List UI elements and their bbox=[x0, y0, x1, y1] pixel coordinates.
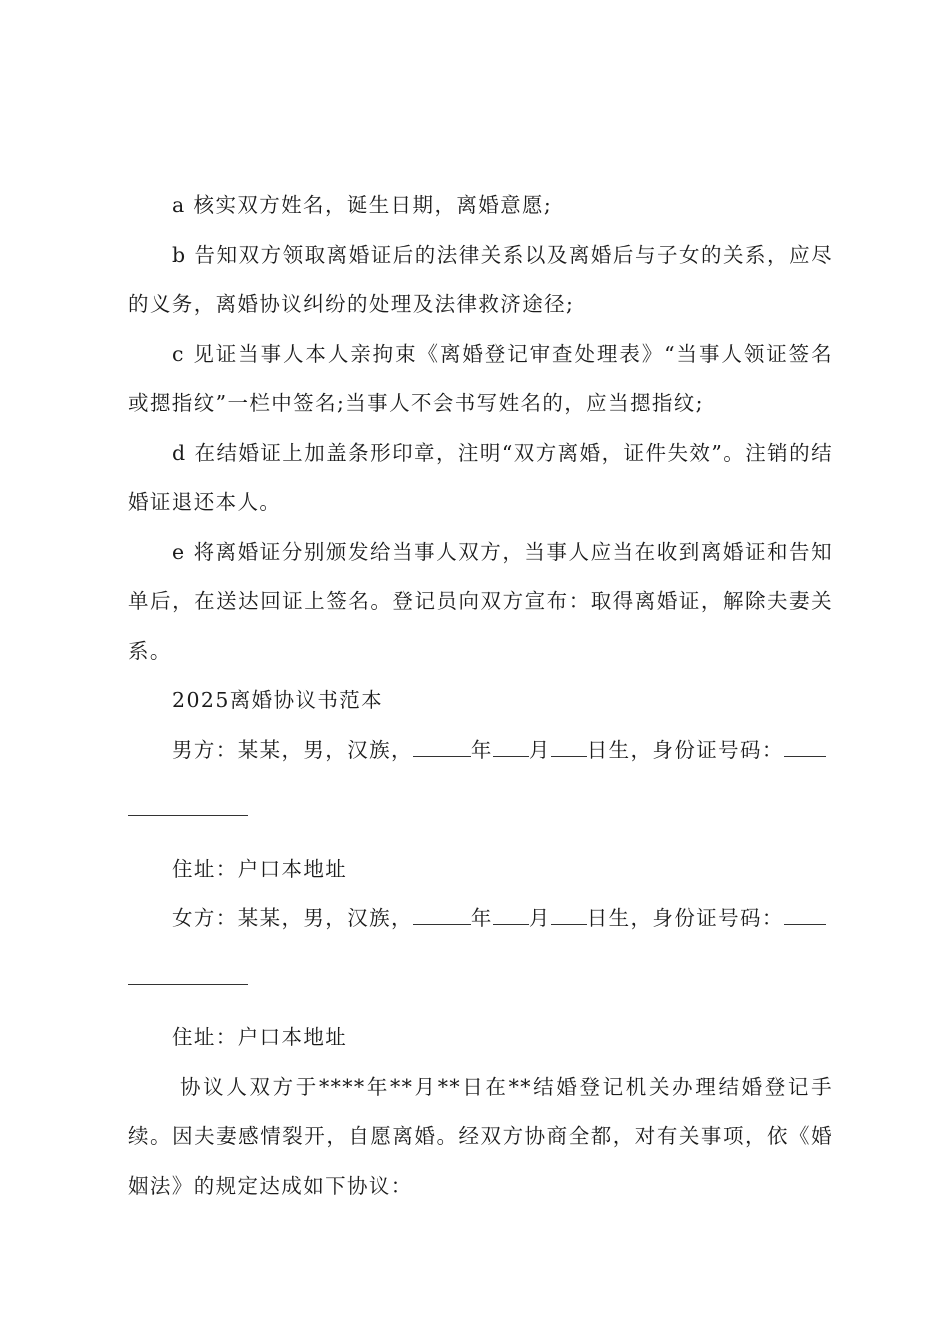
male-prefix: 男方：某某，男，汉族， bbox=[172, 737, 413, 762]
female-party-line bbox=[128, 894, 833, 944]
id-number-continuation bbox=[128, 944, 833, 994]
female-day-label: 日生，身份证号码： bbox=[586, 906, 784, 930]
paragraph-e: e 将离婚证分别颁发给当事人双方，当事人应当在收到离婚证和告知单后，在送达回证上签名。登记员向双方宣布：取得离婚证，解除夫妻关系。 bbox=[128, 539, 833, 663]
document-heading: 2025离婚协议书范本 bbox=[172, 688, 384, 712]
month-blank bbox=[493, 906, 529, 925]
month-blank bbox=[493, 738, 529, 757]
paragraph-b: b 告知双方领取离婚证后的法律关系以及离婚后与子女的关系，应尽的义务，离婚协议纠纷的处理及法律救济途径; bbox=[128, 242, 833, 316]
male-party-line bbox=[128, 726, 833, 776]
female-prefix: 女方：某某，男，汉族， bbox=[172, 906, 413, 930]
day-blank bbox=[551, 906, 587, 925]
paragraph-c: c 见证当事人本人亲拘束《离婚登记审查处理表》“当事人领证签名或摁指纹”一栏中签名;当事人不会书写姓名的，应当摁指纹; bbox=[128, 341, 833, 415]
id-number-blank bbox=[784, 738, 826, 757]
female-year-label: 年 bbox=[470, 906, 493, 930]
day-blank bbox=[551, 738, 587, 757]
male-month-label: 月 bbox=[528, 737, 551, 762]
male-year-label: 年 bbox=[470, 737, 493, 762]
year-blank bbox=[413, 906, 471, 925]
male-day-label: 日生，身份证号码： bbox=[586, 737, 784, 762]
paragraph-a: a 核实双方姓名，诞生日期，离婚意愿; bbox=[172, 193, 553, 217]
agreement-paragraph: 协议人双方于****年**月**日在**结婚登记机关办理结婚登记手续。因夫妻感情裂开，自愿离婚。经双方协商全都，对有关事项，依《婚姻法》的规定达成如下协议： bbox=[128, 1074, 833, 1198]
paragraph-d: d 在结婚证上加盖条形印章，注明“双方离婚，证件失效”。注销的结婚证退还本人。 bbox=[128, 440, 833, 514]
female-address: 住址：户口本地址 bbox=[172, 1025, 348, 1049]
female-month-label: 月 bbox=[528, 906, 551, 930]
year-blank bbox=[413, 738, 471, 757]
male-address: 住址：户口本地址 bbox=[172, 856, 348, 881]
id-number-continuation bbox=[128, 775, 833, 825]
underline-rule bbox=[128, 984, 248, 985]
document-page bbox=[128, 181, 833, 1211]
id-number-blank bbox=[784, 906, 826, 925]
underline-rule bbox=[128, 815, 248, 816]
